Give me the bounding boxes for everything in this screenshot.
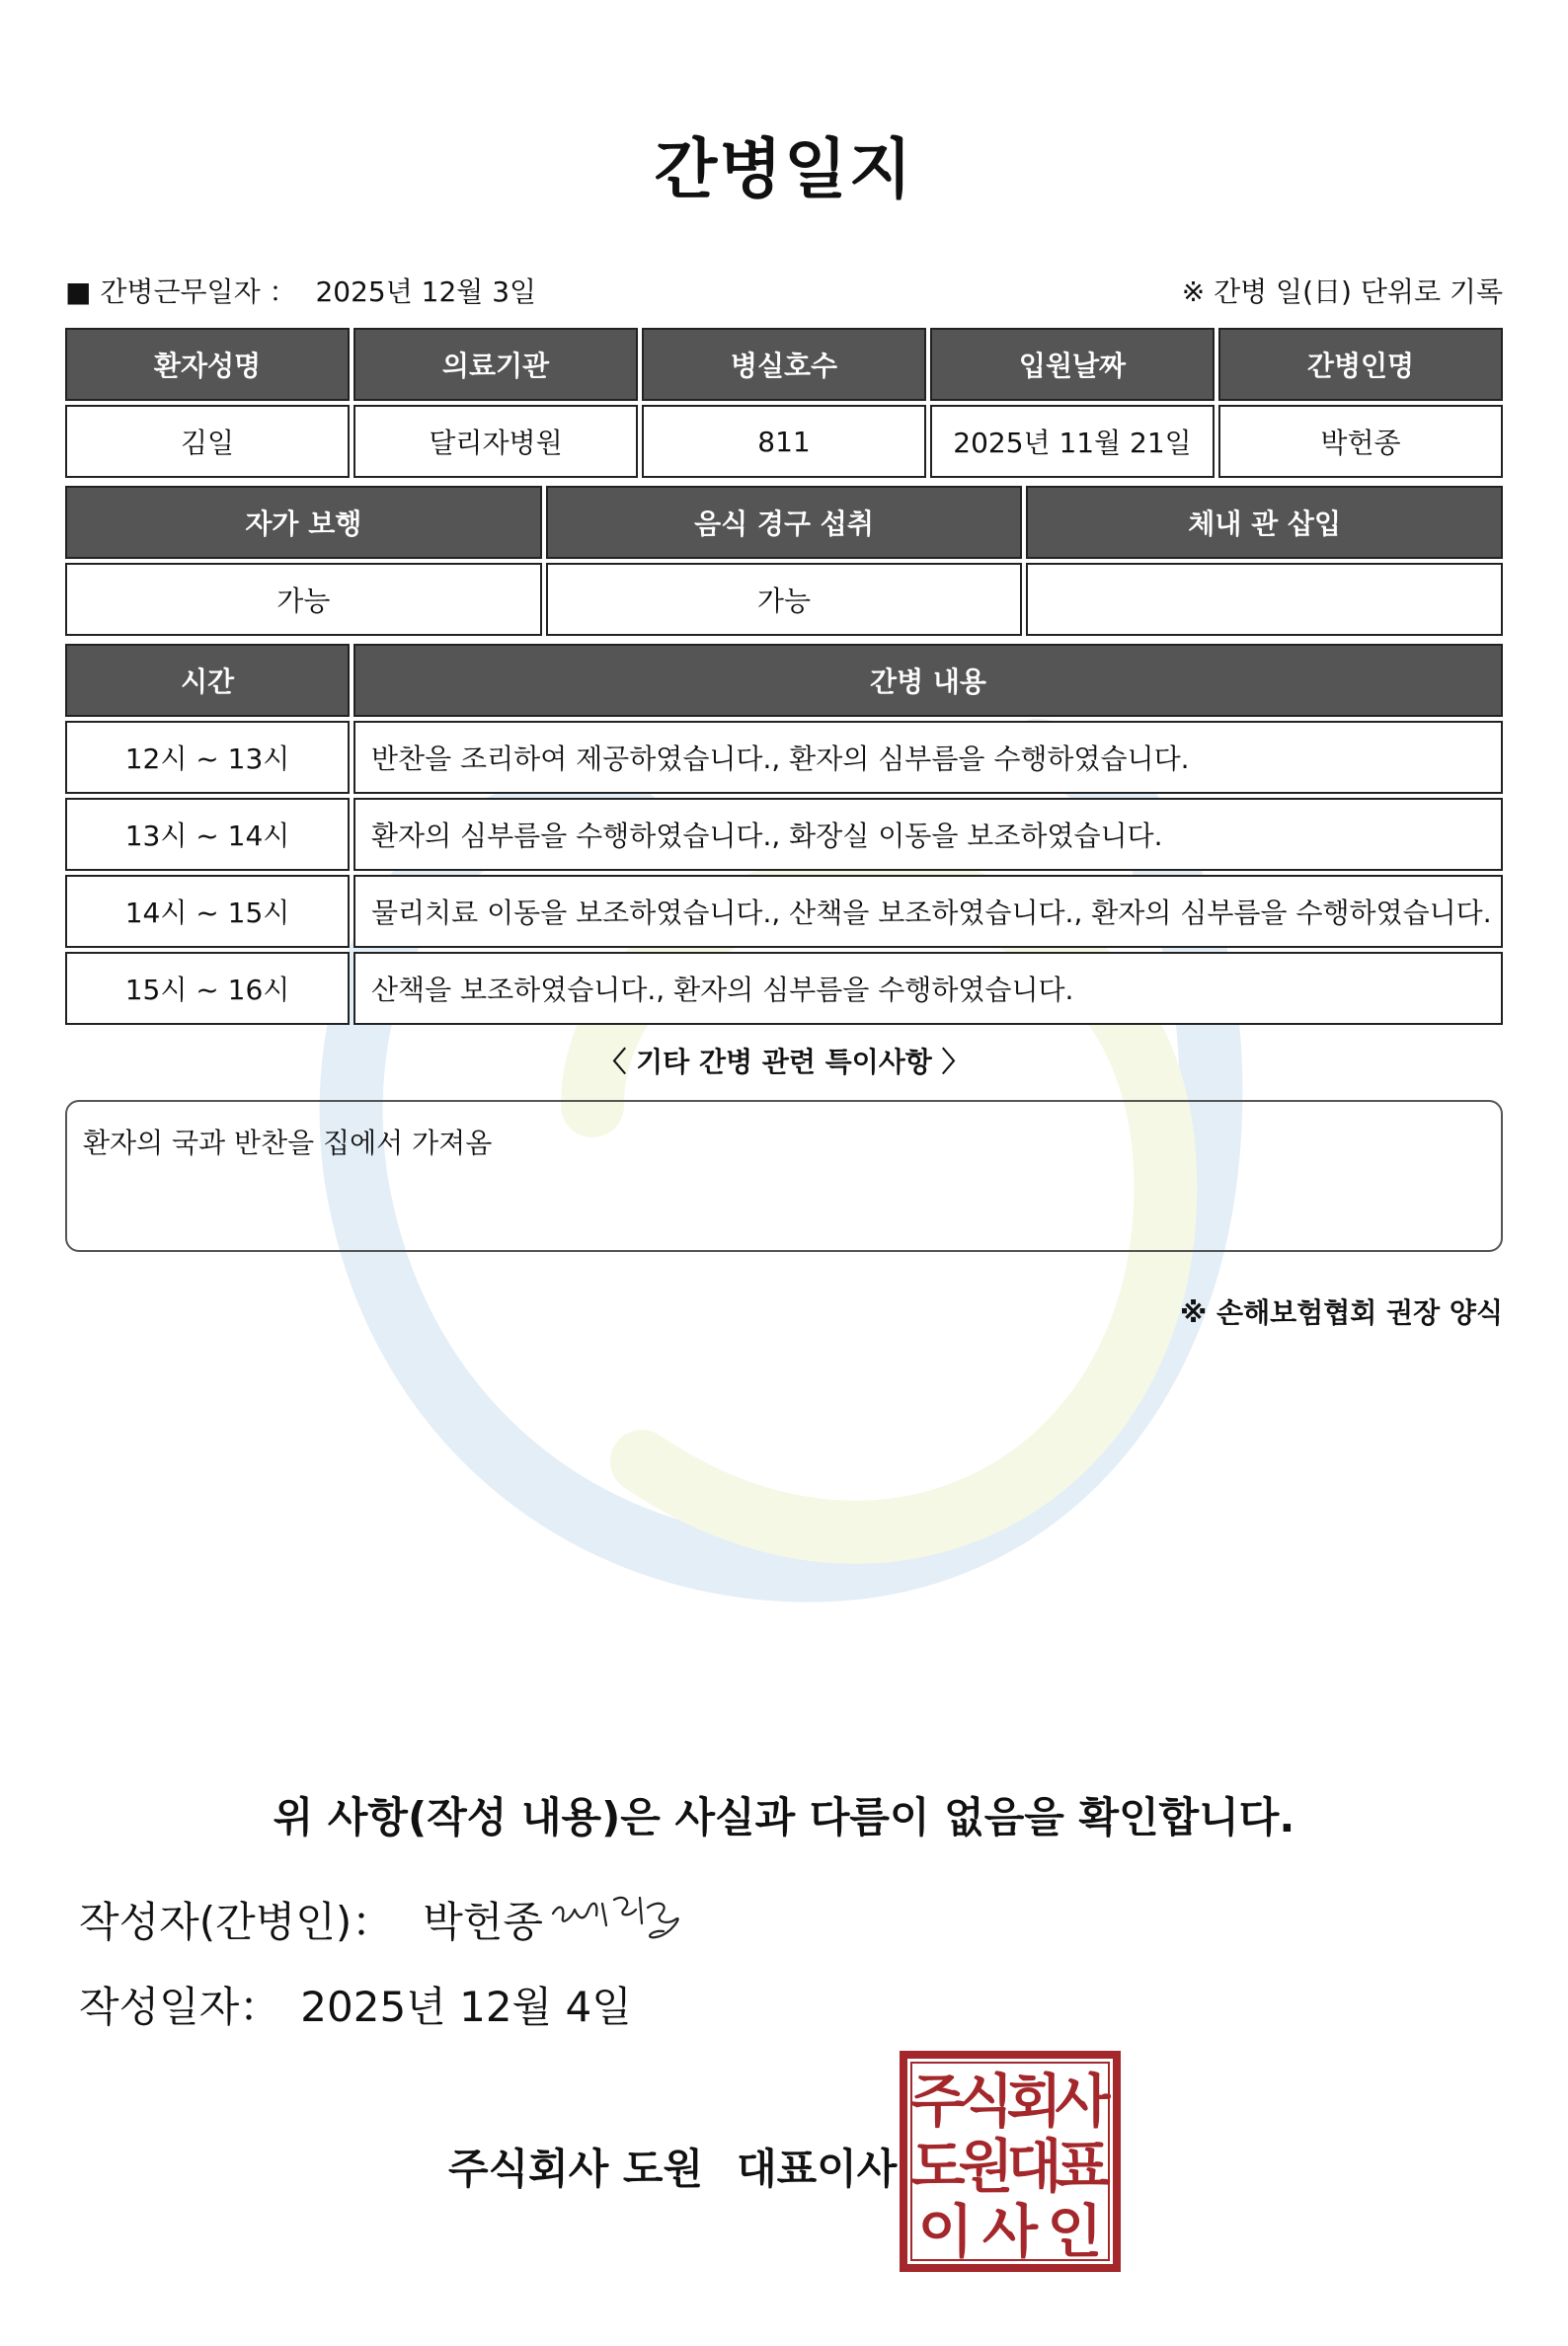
- header-oral-intake: 음식 경구 섭취: [546, 486, 1023, 559]
- care-time: 12시 ~ 13시: [65, 721, 350, 794]
- care-log-table: [61, 640, 1507, 1029]
- table-header-row: [65, 486, 1503, 559]
- care-content: 반찬을 조리하여 제공하였습니다., 환자의 심부름을 수행하였습니다.: [353, 721, 1503, 794]
- writer-label: 작성자(간병인)：: [79, 1898, 394, 1946]
- page-title: 간병일지: [654, 131, 914, 207]
- work-date: [65, 271, 536, 310]
- written-date-value: 2025년 12월 4일: [300, 1983, 632, 2031]
- self-walking-value: 가능: [65, 563, 542, 636]
- header-time: 시간: [65, 644, 350, 717]
- hospital-name: 달리자병원: [353, 405, 638, 478]
- caregiver-name: 박헌종: [1218, 405, 1503, 478]
- table-header-row: [65, 328, 1503, 401]
- writer-line: [79, 1890, 543, 1949]
- special-notes-text: 환자의 국과 반찬을 집에서 가져옴: [83, 1127, 493, 1159]
- table-row: [65, 405, 1503, 478]
- tube-insertion-value: [1026, 563, 1503, 636]
- seal-character: 도: [909, 2133, 966, 2200]
- seal-character: 사: [981, 2198, 1039, 2265]
- table-row: [65, 798, 1503, 871]
- table-header-row: [65, 644, 1503, 717]
- seal-character: 회: [1006, 2068, 1062, 2135]
- care-time: 14시 ~ 15시: [65, 875, 350, 948]
- table-row: [65, 875, 1503, 948]
- company-seal-stamp: [899, 2050, 1122, 2273]
- patient-status-table: [61, 482, 1507, 640]
- handwritten-signature: [545, 1880, 693, 1949]
- unit-note: ※ 간병 일(日) 단위로 기록: [1181, 275, 1503, 308]
- oral-intake-value: 가능: [546, 563, 1023, 636]
- work-date-label: ■ 간병근무일자 ：: [65, 275, 297, 308]
- care-content: 환자의 심부름을 수행하였습니다., 화장실 이동을 보조하였습니다.: [353, 798, 1503, 871]
- header-hospital: 의료기관: [353, 328, 638, 401]
- care-content: 물리치료 이동을 보조하였습니다., 산책을 보조하였습니다., 환자의 심부름을 수행하였습니다.: [353, 875, 1503, 948]
- company-line: [448, 2137, 897, 2196]
- header-room: 병실호수: [642, 328, 926, 401]
- admission-date: 2025년 11월 21일: [930, 405, 1215, 478]
- care-time: 15시 ~ 16시: [65, 952, 350, 1025]
- special-notes-heading: 〈 기타 간병 관련 특이사항 〉: [598, 1046, 970, 1078]
- seal-character: 대: [1006, 2133, 1062, 2200]
- header-tube-insertion: 체내 관 삽입: [1026, 486, 1503, 559]
- seal-character: 표: [1055, 2133, 1111, 2200]
- form-source-note: ※ 손해보험협회 권장 양식: [1180, 1296, 1503, 1329]
- header-caregiver: 간병인명: [1218, 328, 1503, 401]
- table-row: [65, 952, 1503, 1025]
- seal-character: 식: [958, 2068, 1014, 2135]
- work-date-value: 2025년 12월 3일: [315, 275, 537, 308]
- seal-character: 사: [1055, 2068, 1111, 2135]
- company-name: 주식회사 도원: [448, 2145, 704, 2193]
- writer-name: 박헌종: [423, 1898, 543, 1946]
- confirmation-statement: 위 사항(작성 내용)은 사실과 다름이 없음을 확인합니다.: [273, 1793, 1295, 1841]
- seal-character: 주: [909, 2068, 966, 2135]
- written-date-line: [79, 1975, 632, 2034]
- care-time: 13시 ~ 14시: [65, 798, 350, 871]
- patient-info-table: [61, 324, 1507, 482]
- special-notes-box: [65, 1100, 1503, 1252]
- room-number: 811: [642, 405, 926, 478]
- table-row: [65, 721, 1503, 794]
- written-date-label: 작성일자：: [79, 1983, 281, 2031]
- care-content: 산책을 보조하였습니다., 환자의 심부름을 수행하였습니다.: [353, 952, 1503, 1025]
- seal-character: 이: [917, 2198, 974, 2265]
- header-patient-name: 환자성명: [65, 328, 350, 401]
- table-row: [65, 563, 1503, 636]
- header-self-walking: 자가 보행: [65, 486, 542, 559]
- company-title: 대표이사: [737, 2145, 898, 2193]
- seal-character: 원: [958, 2133, 1014, 2200]
- header-care-content: 간병 내용: [353, 644, 1503, 717]
- seal-character: 인: [1047, 2198, 1103, 2265]
- header-admission-date: 입원날짜: [930, 328, 1215, 401]
- patient-name: 김일: [65, 405, 350, 478]
